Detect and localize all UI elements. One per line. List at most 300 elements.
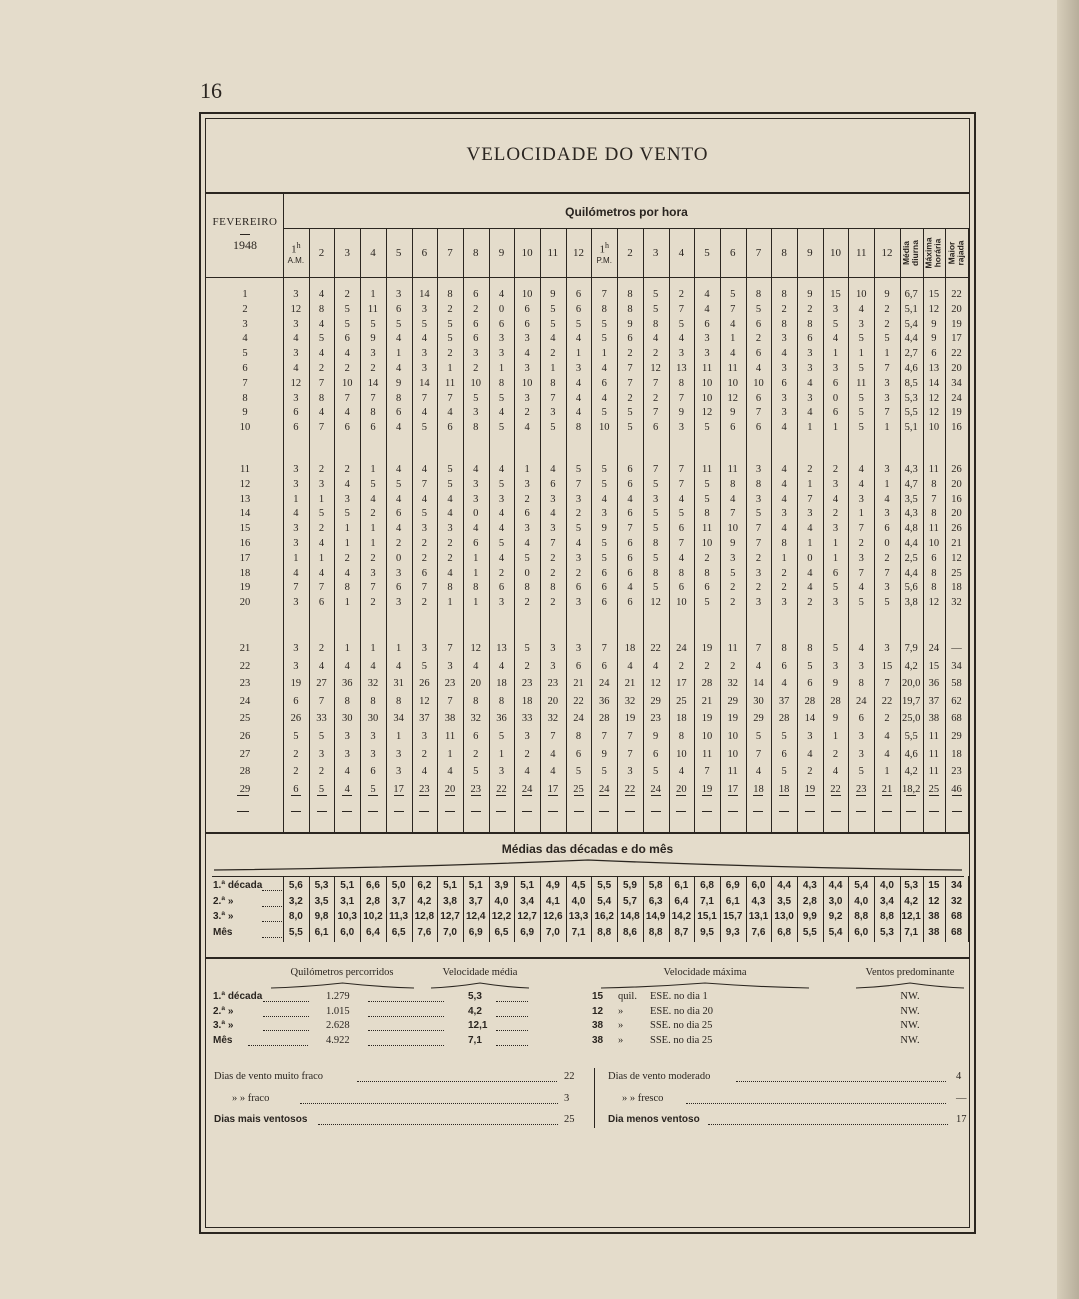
hour-value: 3 <box>550 660 556 672</box>
decade-value: 5,8 <box>648 880 663 891</box>
hour-value: 4 <box>601 392 607 404</box>
empty-cell-dash <box>728 795 738 796</box>
hour-value: 6 <box>396 582 402 594</box>
stats-fraco-value: 3 <box>564 1093 570 1104</box>
hour-value: 4 <box>653 660 659 672</box>
hour-value: 5 <box>858 392 864 404</box>
hour-header-13 <box>591 235 617 271</box>
empty-cell-dash <box>522 795 532 796</box>
hour-value: 6 <box>344 333 350 345</box>
hour-value: 8 <box>627 303 633 315</box>
hour-number: 5 <box>395 247 402 259</box>
hour-value: 5 <box>807 660 813 672</box>
hour-value: 11 <box>701 523 713 535</box>
hour-value: 6 <box>473 731 479 742</box>
day-label: 7 <box>242 377 248 389</box>
stats-fraco-dots <box>300 1103 558 1104</box>
hour-value: 4 <box>421 333 427 345</box>
hour-value: 3 <box>550 643 556 654</box>
hour-value: 4 <box>678 493 684 505</box>
hour-number: 2 <box>318 247 325 259</box>
hour-value: 1 <box>832 538 839 549</box>
hour-value: 23 <box>855 783 867 795</box>
hour-header-11 <box>540 235 566 271</box>
hour-value: 3 <box>421 523 427 535</box>
day-label: 20 <box>239 597 251 609</box>
summary-value: 2,7 <box>904 348 918 360</box>
hour-value: 5 <box>858 766 864 778</box>
hour-value: 7 <box>601 289 607 300</box>
hour-value: 1 <box>370 538 376 549</box>
hour-number: 9 <box>498 247 505 259</box>
hour-value: 2 <box>318 766 325 778</box>
hour-value: 9 <box>601 748 607 760</box>
page-gutter <box>1057 0 1079 1299</box>
hour-value: 4 <box>421 464 427 475</box>
decade-value: 10,2 <box>363 911 383 922</box>
hour-value: 10 <box>701 731 713 742</box>
decade-value: 4,1 <box>545 895 560 907</box>
stats-muito-fraco-label: Dias de vento muito fraco <box>214 1071 324 1082</box>
summary-header-1 <box>900 229 923 277</box>
summary-vmax-value: 15 <box>592 991 604 1002</box>
hour-value: 6 <box>421 567 427 579</box>
hour-value: 17 <box>727 783 738 795</box>
hour-value: 3 <box>370 748 376 760</box>
hour-value: 3 <box>730 552 736 564</box>
hour-value: 6 <box>704 318 710 330</box>
summary-vmed-dots <box>496 1045 528 1046</box>
hour-value: 2 <box>678 289 684 300</box>
hour-value: 23 <box>419 783 430 795</box>
hour-value: 8 <box>575 731 582 742</box>
hour-value: 2 <box>550 552 556 564</box>
summary-value: 20 <box>951 303 962 315</box>
hour-value: 10 <box>701 392 713 404</box>
hour-value: 33 <box>521 713 533 725</box>
hour-value: 0 <box>473 508 479 520</box>
hour-value: 3 <box>293 392 299 404</box>
hour-value: 3 <box>473 478 479 490</box>
summary-vmax-desc: SSE. no dia 25 <box>650 1034 713 1046</box>
hour-value: 2 <box>421 538 427 549</box>
summary-value: 37 <box>928 695 940 707</box>
hour-value: 21 <box>701 695 713 707</box>
hour-value: 1 <box>293 552 299 564</box>
summary-label-dots <box>263 1030 309 1031</box>
summary-km-dots <box>368 1045 444 1046</box>
hour-header-20 <box>771 235 797 271</box>
hour-value: 1 <box>884 422 890 434</box>
empty-cell-dash <box>779 795 789 796</box>
decade-value: 5,0 <box>391 880 406 891</box>
decade-value: 6,4 <box>674 895 689 907</box>
hour-value: 3 <box>781 407 787 419</box>
decade-value: 3,5 <box>314 895 329 907</box>
hour-value: 3 <box>396 766 402 778</box>
hour-value: 12 <box>290 303 302 315</box>
summary-vmax-value: 38 <box>592 1020 604 1031</box>
hour-value: 5 <box>550 422 556 434</box>
empty-cell-dash <box>317 811 327 812</box>
hour-value: 5 <box>370 318 376 330</box>
summary-value: 6 <box>931 552 937 564</box>
empty-cell-dash <box>419 811 429 812</box>
hour-value: 6 <box>627 333 633 345</box>
hour-value: 3 <box>550 407 556 419</box>
hour-value: 3 <box>781 508 787 520</box>
hour-value: 11 <box>444 377 456 389</box>
hour-header-10 <box>514 235 540 271</box>
summary-vmax-unit: quil. <box>618 991 637 1002</box>
decade-value: 12,4 <box>466 911 486 922</box>
hour-value: 2 <box>524 660 530 672</box>
summary-value: 13 <box>928 363 940 374</box>
hour-value: 7 <box>858 523 864 535</box>
hour-value: 8 <box>550 582 556 594</box>
summary-header-text: Maior rajada <box>946 240 966 266</box>
empty-cell-dash <box>651 795 661 796</box>
stats-divider <box>594 1068 595 1128</box>
stats-menos-ventoso-dots <box>708 1124 948 1125</box>
hour-value: 1 <box>344 643 350 654</box>
hour-value: 4 <box>730 493 736 505</box>
day-label: 12 <box>239 478 251 490</box>
hour-value: 4 <box>807 748 813 760</box>
summary-vento: NW. <box>900 991 920 1002</box>
hour-value: 18 <box>624 643 636 654</box>
hour-value: 6 <box>293 783 299 795</box>
empty-cell-dash <box>728 811 738 812</box>
summary-value: 17 <box>951 333 962 345</box>
hour-value: 24 <box>598 678 610 690</box>
rule-decade-bottom <box>205 957 970 959</box>
summary-value: 11 <box>928 731 939 742</box>
header-vmax: Velocidade máxima <box>663 967 747 978</box>
hour-value: 3 <box>627 766 633 778</box>
hour-value: 4 <box>575 377 582 389</box>
hour-value: 6 <box>524 318 530 330</box>
decade-value: 5,4 <box>597 895 612 907</box>
hour-value: 3 <box>575 597 582 609</box>
hour-value: 7 <box>730 303 736 315</box>
hour-value: 2 <box>318 523 325 535</box>
hour-value: 6 <box>755 392 762 404</box>
header-brace <box>600 982 810 990</box>
hour-value: 4 <box>858 303 864 315</box>
hour-value: 7 <box>730 508 736 520</box>
day-label: 9 <box>242 407 248 419</box>
empty-cell-dash <box>445 811 455 812</box>
hour-value: 2 <box>524 407 530 419</box>
hour-value: 18 <box>778 783 790 795</box>
hour-value: 10 <box>470 377 481 389</box>
stats-muito-fraco-dots <box>357 1081 557 1082</box>
hour-value: 19 <box>727 713 738 725</box>
summary-value: 6 <box>931 348 937 360</box>
summary-value: 19 <box>951 318 962 330</box>
hour-value: 5 <box>858 333 864 345</box>
day-label: 8 <box>242 392 248 404</box>
hour-value: 4 <box>807 377 813 389</box>
hour-value: 8 <box>807 643 813 654</box>
summary-value: 8,5 <box>904 377 918 389</box>
hour-value: 23 <box>521 678 533 690</box>
hour-value: 19 <box>701 643 713 654</box>
hour-value: 8 <box>473 582 479 594</box>
hour-value: 3 <box>473 348 479 360</box>
hour-value: 36 <box>598 695 610 707</box>
decade-value: 14,9 <box>645 911 666 922</box>
empty-cell-dash <box>394 811 404 812</box>
hour-value: 8 <box>755 478 762 490</box>
decade-value: 4,2 <box>904 895 919 907</box>
hour-value: 6 <box>575 582 582 594</box>
decade-value: 5,3 <box>904 880 919 891</box>
summary-value: 4,7 <box>904 478 918 490</box>
hour-value: 18 <box>521 695 533 707</box>
summary-km: 1.015 <box>326 1005 350 1017</box>
hour-value: 12 <box>727 392 738 404</box>
hour-number: 11 <box>855 247 867 259</box>
hour-value: 19 <box>701 783 713 795</box>
decade-value: 9,8 <box>314 911 329 922</box>
hour-value: 2 <box>884 713 890 725</box>
hour-value: 22 <box>830 783 841 795</box>
hour-value: 8 <box>473 695 479 707</box>
hour-value: 11 <box>701 748 713 760</box>
hour-value: 6 <box>601 597 607 609</box>
hour-value: 8 <box>781 318 787 330</box>
decade-value: 5,5 <box>288 926 303 938</box>
decade-brace <box>212 858 964 872</box>
hour-value: 15 <box>881 660 893 672</box>
hour-value: 2 <box>550 567 556 579</box>
hour-value: 3 <box>832 303 839 315</box>
hour-value: 2 <box>807 464 813 475</box>
empty-cell-dash <box>445 795 455 796</box>
decade-label: 2.ª » <box>213 895 234 907</box>
hour-value: 3 <box>575 643 582 654</box>
summary-vmed-dots <box>496 1001 528 1002</box>
hour-value: 1 <box>396 348 402 360</box>
decade-value: 6,5 <box>391 926 406 938</box>
hour-value: 7 <box>421 478 427 490</box>
hour-value: 22 <box>624 783 636 795</box>
hour-value: 7 <box>755 523 762 535</box>
hour-value: 4 <box>627 493 633 505</box>
decade-value: 8,0 <box>288 911 303 922</box>
hour-value: 2 <box>730 582 736 594</box>
hour-value: 2 <box>832 508 839 520</box>
hour-value: 3 <box>421 731 427 742</box>
hour-value: 7 <box>653 464 659 475</box>
decade-value: 38 <box>928 926 940 938</box>
hour-value: 4 <box>421 407 427 419</box>
decade-value: 12,7 <box>517 911 537 922</box>
hour-value: 4 <box>370 493 376 505</box>
hour-value: 1 <box>884 348 890 360</box>
summary-label-dots <box>248 1045 308 1046</box>
hour-value: 7 <box>627 748 633 760</box>
decade-value: 3,7 <box>391 895 406 907</box>
hour-value: 11 <box>727 464 738 475</box>
hour-value: 8 <box>550 377 556 389</box>
day-label: 27 <box>239 748 251 760</box>
decade-value: 4,0 <box>494 895 509 907</box>
hour-value: 5 <box>678 318 684 330</box>
hour-value: 6 <box>498 318 505 330</box>
decade-value: 6,9 <box>520 926 535 938</box>
hour-header-6 <box>412 235 438 271</box>
hour-value: 6 <box>781 748 787 760</box>
hour-value: 3 <box>421 363 427 374</box>
hour-value: 10 <box>598 422 610 434</box>
hour-value: 6 <box>627 597 633 609</box>
stats-fresco-dots <box>686 1103 946 1104</box>
hour-value: 22 <box>496 783 507 795</box>
hour-value: 2 <box>498 567 505 579</box>
hour-value: 11 <box>727 766 738 778</box>
hour-value: 4 <box>704 289 710 300</box>
hour-value: 1 <box>473 597 479 609</box>
hour-value: 5 <box>344 508 350 520</box>
hour-header-22 <box>823 235 849 271</box>
hour-value: 30 <box>367 713 379 725</box>
summary-value: 19 <box>951 407 962 419</box>
summary-value: 18 <box>951 582 962 594</box>
hour-value: 6 <box>832 567 839 579</box>
decade-value: 14,2 <box>671 911 692 922</box>
hour-value: 3 <box>858 748 864 760</box>
hour-value: 7 <box>755 748 762 760</box>
hour-period: A.M. <box>287 255 305 265</box>
hour-value: 3 <box>344 731 350 742</box>
decade-value: 6,9 <box>725 880 740 891</box>
hour-value: 5 <box>858 363 864 374</box>
hour-value: 5 <box>498 422 505 434</box>
hour-value: 8 <box>370 407 376 419</box>
hour-value: 1 <box>601 348 607 360</box>
hour-value: 2 <box>807 303 813 315</box>
hour-value: 10 <box>727 377 738 389</box>
hour-value: 1 <box>318 493 325 505</box>
day-label: 2 <box>242 303 248 315</box>
day-label: 18 <box>239 567 251 579</box>
summary-value: 25,0 <box>901 713 921 725</box>
decade-value: 12 <box>928 895 940 907</box>
summary-value: 26 <box>951 523 962 535</box>
hour-value: 3 <box>807 731 813 742</box>
hour-value: 5 <box>627 422 633 434</box>
summary-value: 7 <box>931 493 937 505</box>
header-vmed: Velocidade média <box>442 967 518 978</box>
hour-value: 3 <box>807 363 813 374</box>
hour-value: 2 <box>627 392 633 404</box>
hour-value: 2 <box>807 597 813 609</box>
hour-value: 9 <box>832 713 839 725</box>
hour-value: 24 <box>855 695 867 707</box>
hour-value: 30 <box>753 695 764 707</box>
hour-value: 4 <box>755 660 762 672</box>
hour-value: 6 <box>755 348 762 360</box>
hour-value: 2 <box>293 766 299 778</box>
hour-value: 6 <box>473 538 479 549</box>
hour-value: 2 <box>318 643 325 654</box>
page-title: VELOCIDADE DO VENTO <box>466 144 709 165</box>
hour-value: 6 <box>293 422 299 434</box>
hour-value: 24 <box>573 713 584 725</box>
hour-value: 1 <box>858 348 864 360</box>
decade-value: 4,3 <box>802 880 817 891</box>
hour-value: 22 <box>881 695 893 707</box>
summary-value: 11 <box>928 523 939 535</box>
hour-value: 8 <box>370 695 376 707</box>
hour-value: 4 <box>498 660 505 672</box>
stats-muito-fraco-value: 22 <box>564 1071 575 1082</box>
hour-value: 1 <box>832 731 839 742</box>
decade-value: 14,8 <box>620 911 640 922</box>
hour-value: 5 <box>858 597 864 609</box>
empty-cell-dash <box>676 795 686 796</box>
hour-value: 7 <box>447 695 453 707</box>
hour-value: 24 <box>598 783 610 795</box>
hour-value: 1 <box>832 552 839 564</box>
hour-value: 6 <box>627 478 633 490</box>
hour-value: 7 <box>807 493 813 505</box>
summary-value: 15 <box>928 289 940 300</box>
hour-period: P.M. <box>596 255 612 265</box>
summary-value: 29 <box>951 731 962 742</box>
hour-number: 7 <box>755 247 762 259</box>
hour-value: 18 <box>676 713 687 725</box>
hour-value: 5 <box>447 478 453 490</box>
summary-vmax-unit: » <box>618 1020 624 1031</box>
hour-value: 5 <box>550 318 556 330</box>
summary-value: 11 <box>928 766 939 778</box>
hour-value: 6 <box>807 678 813 690</box>
summary-value: 12 <box>928 597 940 609</box>
hour-value: 2 <box>627 348 633 360</box>
hour-value: 4 <box>858 464 864 475</box>
summary-label: 2.ª » <box>213 1005 234 1017</box>
hour-value: 2 <box>447 348 453 360</box>
hour-value: 3 <box>524 363 530 374</box>
decade-value: 12,2 <box>491 911 512 922</box>
empty-cell-dash <box>779 811 789 812</box>
header-km: Quilómetros percorridos <box>290 967 394 978</box>
hour-value: 10 <box>676 748 687 760</box>
hour-value: 5 <box>447 333 453 345</box>
hour-number: 2 <box>627 247 633 259</box>
summary-value: 18 <box>951 748 962 760</box>
hour-value: 7 <box>318 422 325 434</box>
hour-value: 5 <box>858 422 864 434</box>
summary-value: 4,8 <box>904 523 918 535</box>
hour-value: 4 <box>550 464 556 475</box>
hour-value: 2 <box>781 582 787 594</box>
hour-value: 3 <box>858 318 864 330</box>
hour-value: 6 <box>370 422 376 434</box>
hour-value: 4 <box>781 422 787 434</box>
hour-value: 1 <box>807 422 813 434</box>
empty-cell-dash <box>496 795 506 796</box>
hour-value: 5 <box>601 333 607 345</box>
decade-value: 8,7 <box>674 926 689 938</box>
hour-value: 4 <box>293 567 299 579</box>
hour-value: 7 <box>447 392 453 404</box>
hour-value: 6 <box>575 289 582 300</box>
